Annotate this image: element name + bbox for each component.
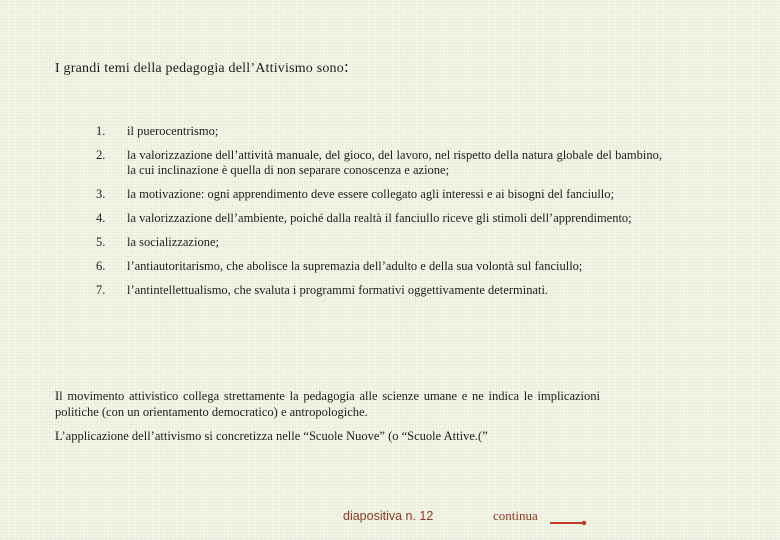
theme-number: 6. [96,259,106,273]
theme-item [96,235,662,250]
heading-text: I grandi temi della pedagogia dell’Attivismo sono [55,61,344,76]
theme-number: 5. [96,235,106,249]
continue-label: continua [493,508,538,523]
slide-heading [55,57,349,77]
theme-text: il puerocentrismo; [127,124,219,138]
themes-list [96,124,662,307]
theme-item [96,283,662,298]
theme-number: 3. [96,187,106,201]
theme-item [96,259,662,274]
theme-item [96,211,662,226]
theme-text: la valorizzazione dell’attività manuale, del gioco, del lavoro, nel rispetto della natura globale del bambino, la cui inclinazione è quella di non separare conoscenza e azione; [127,148,662,177]
heading-colon: : [343,57,349,76]
theme-number: 4. [96,211,106,225]
continue-link[interactable] [493,501,588,531]
theme-number: 7. [96,283,106,297]
arrow-right-icon[interactable] [550,513,588,531]
theme-item [96,148,662,178]
theme-text: la motivazione: ogni apprendimento deve essere collegato agli interessi e ai bisogni del fanciullo; [127,187,614,201]
movement-paragraph: Il movimento attivistico collega strettamente la pedagogia alle scienze umane e ne indica le implicazioni politiche (con un orientamento democratico) e antropologiche. [55,389,600,419]
theme-number: 1. [96,124,106,138]
application-paragraph: L’applicazione dell’attivismo si concretizza nelle “Scuole Nuove” (o “Scuole Attive.(” [55,429,488,443]
theme-text: la valorizzazione dell’ambiente, poiché dalla realtà il fanciullo riceve gli stimoli dell’apprendimento; [127,211,632,225]
theme-number: 2. [96,148,106,162]
theme-text: l’antintellettualismo, che svaluta i programmi formativi oggettivamente determinati. [127,283,549,297]
slide-number: diapositiva n. 12 [343,509,434,523]
theme-text: la socializzazione; [127,235,219,249]
theme-text: l’antiautoritarismo, che abolisce la supremazia dell’adulto e della sua volontà sul fanciullo; [127,259,583,273]
theme-item [96,124,662,139]
theme-item [96,187,662,202]
